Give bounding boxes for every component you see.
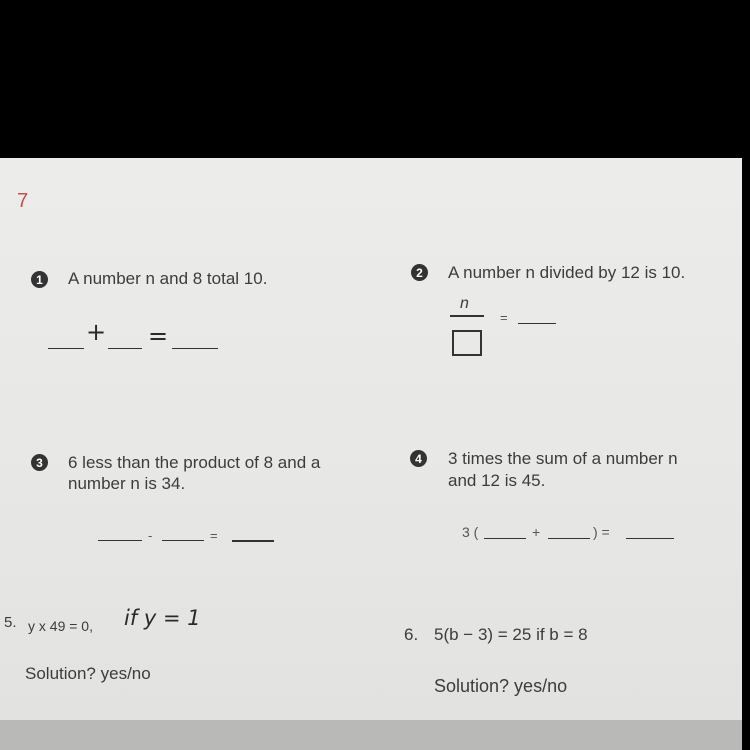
p1-equals: = <box>148 322 169 350</box>
p2-blank <box>518 323 556 324</box>
p4-close: ) = <box>593 524 610 540</box>
problem-2-number: 2 <box>411 264 428 281</box>
problem-4-line-2: and 12 is 45. <box>448 471 546 490</box>
q5-expression: y x 49 = 0, <box>28 618 93 634</box>
q5-solution-prompt: Solution? yes/no <box>25 664 151 683</box>
fraction-bar <box>450 315 484 317</box>
q6-label: 6. <box>404 625 419 644</box>
problem-3-line-1: 6 less than the product of 8 and a <box>68 453 321 472</box>
p3-blank-3 <box>232 540 274 542</box>
p3-blank-1 <box>98 540 142 541</box>
p4-plus: + <box>532 524 541 540</box>
p4-open: 3 ( <box>462 524 479 540</box>
fraction-numerator: n <box>460 295 469 312</box>
problem-1-text: A number n and 8 total 10. <box>68 269 268 288</box>
p1-plus: + <box>86 318 107 346</box>
p4-blank-2 <box>548 538 590 539</box>
photo-border-bottom <box>0 720 742 750</box>
corner-mark: 7 <box>17 190 29 212</box>
p4-blank-3 <box>626 538 674 539</box>
problem-1-number: 1 <box>31 271 48 288</box>
problem-3-number: 3 <box>31 454 48 471</box>
p4-blank-1 <box>484 538 526 539</box>
q6-expression: 5(b − 3) = 25 if b = 8 <box>434 625 588 644</box>
photo-border-right <box>742 158 750 750</box>
p1-blank-2 <box>108 348 142 349</box>
fraction-denominator-box <box>452 330 482 356</box>
q6-solution-prompt: Solution? yes/no <box>434 676 568 696</box>
problem-4-line-1: 3 times the sum of a number n <box>448 449 678 468</box>
problem-3-line-2: number n is 34. <box>68 474 186 493</box>
problem-4-number: 4 <box>410 450 427 467</box>
worksheet <box>0 158 742 720</box>
q5-handwritten-condition: if y = 1 <box>124 606 201 630</box>
p2-equals: = <box>500 310 508 325</box>
problem-2-text: A number n divided by 12 is 10. <box>448 263 686 282</box>
p3-blank-2 <box>162 540 204 541</box>
p3-equals: = <box>210 528 218 543</box>
p1-blank-1 <box>48 348 84 349</box>
p1-blank-3 <box>172 348 218 349</box>
p3-minus: - <box>148 528 153 543</box>
q5-label: 5. <box>4 614 17 631</box>
